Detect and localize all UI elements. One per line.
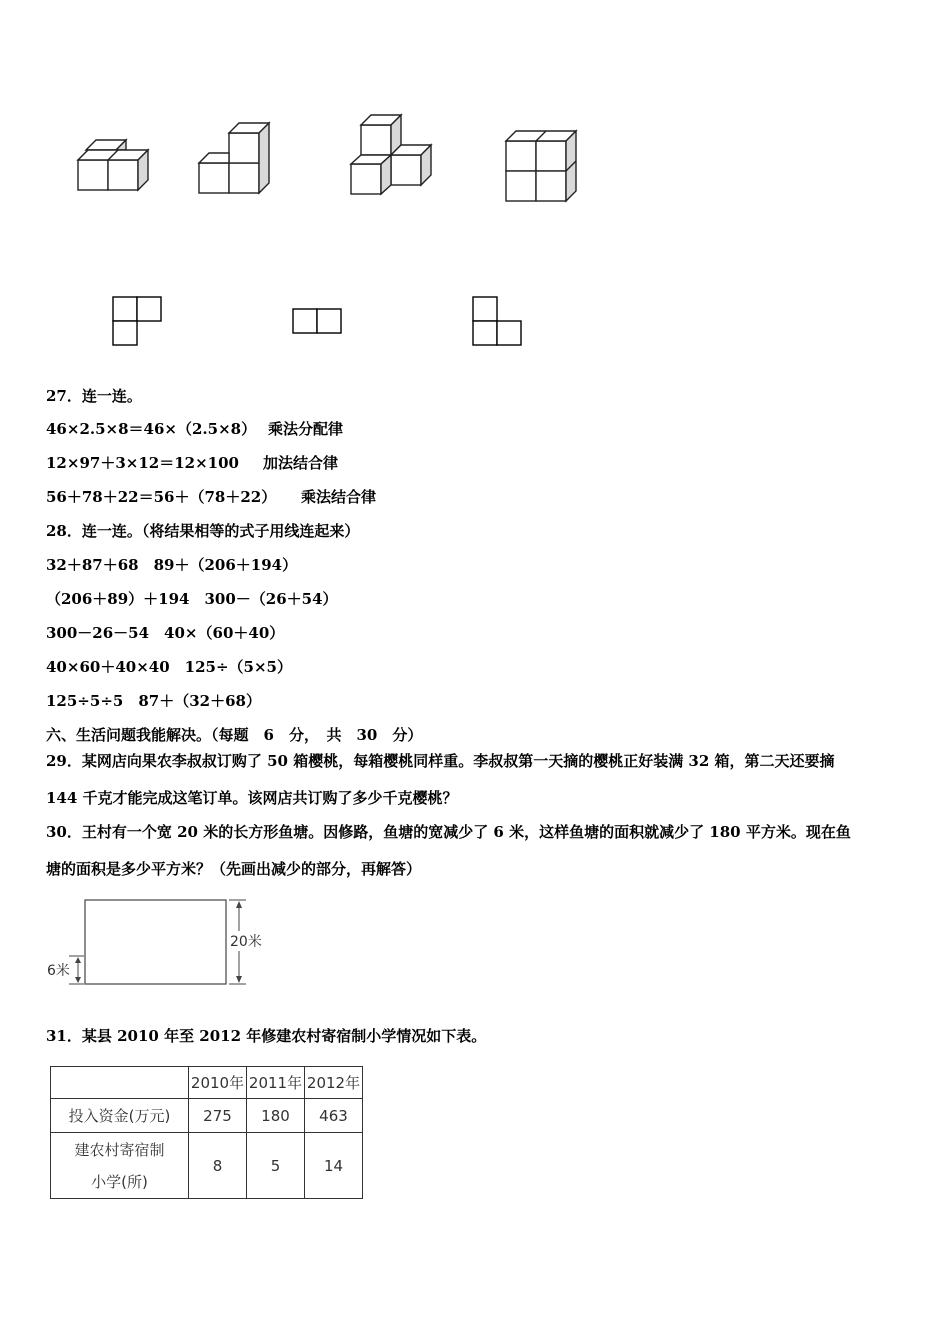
table-cell: 8	[189, 1133, 247, 1199]
table-row-label-schools-line1: 建农村寄宿制	[74, 1140, 165, 1159]
table-row-label-schools	[51, 1133, 189, 1199]
section-6-title: 六、生活问题我能解决。（每题 6 分， 共 30 分）	[46, 726, 423, 744]
solid-1	[78, 140, 148, 190]
solid-3	[351, 115, 431, 194]
q27-law-2: 加法结合律	[263, 454, 339, 472]
table-row-label-schools-line2: 小学(所)	[91, 1172, 148, 1191]
cube-solids-figure	[0, 0, 950, 360]
q28-row-2: （206＋89）＋194 300－（26＋54）	[46, 590, 338, 608]
solid-4	[506, 131, 576, 201]
table-header-2011: 2011年	[247, 1067, 305, 1099]
q27-expr-2: 12×97＋3×12＝12×100	[46, 454, 239, 472]
pond-reduced-label: 6米	[47, 963, 70, 979]
q28-row-4: 40×60＋40×40 125÷（5×5）	[46, 658, 292, 676]
q30-line-1: 30．王村有一个宽 20 米的长方形鱼塘。因修路，鱼塘的宽减少了 6 米，这样鱼塘的面积就减少了 180 平方米。现在鱼	[46, 823, 851, 841]
q28-row-3: 300－26－54 40×（60＋40）	[46, 624, 285, 642]
q29-line-1: 29．某网店向果农李叔叔订购了 50 箱樱桃，每箱樱桃同样重。李叔叔第一天摘的樱桃正好装满 32 箱，第二天还要摘	[46, 752, 835, 770]
view-2	[293, 309, 341, 333]
view-3	[473, 297, 521, 345]
table-cell: 275	[189, 1099, 247, 1133]
table-row-label-funding: 投入资金(万元)	[51, 1099, 189, 1133]
q28-title: 28．连一连。（将结果相等的式子用线连起来）	[46, 522, 360, 540]
solid-2	[199, 123, 269, 193]
table-cell: 180	[247, 1099, 305, 1133]
pond-width-label: 20米	[230, 931, 262, 951]
table-corner-cell	[51, 1067, 189, 1099]
table-cell: 5	[247, 1133, 305, 1199]
q29-line-2: 144 千克才能完成这笔订单。该网店共订购了多少千克樱桃？	[46, 789, 458, 807]
q27-law-3: 乘法结合律	[301, 488, 377, 506]
table-cell: 463	[305, 1099, 363, 1133]
q27-law-1: 乘法分配律	[268, 420, 344, 438]
q27-expr-3: 56＋78＋22＝56＋（78＋22）	[46, 488, 277, 506]
table-cell: 14	[305, 1133, 363, 1199]
q28-row-5: 125÷5÷5 87＋（32＋68）	[46, 692, 261, 710]
q31-title: 31．某县 2010 年至 2012 年修建农村寄宿制小学情况如下表。	[46, 1027, 487, 1045]
q28-row-1: 32＋87＋68 89＋（206＋194）	[46, 556, 298, 574]
view-1	[113, 297, 161, 345]
table-header-2010: 2010年	[189, 1067, 247, 1099]
investment-table	[50, 1066, 363, 1199]
q30-line-2: 塘的面积是多少平方米？（先画出减少的部分，再解答）	[46, 860, 422, 878]
q27-expr-1: 46×2.5×8＝46×（2.5×8）	[46, 420, 257, 438]
q27-title: 27．连一连。	[46, 387, 142, 405]
table-header-2012: 2012年	[305, 1067, 363, 1099]
